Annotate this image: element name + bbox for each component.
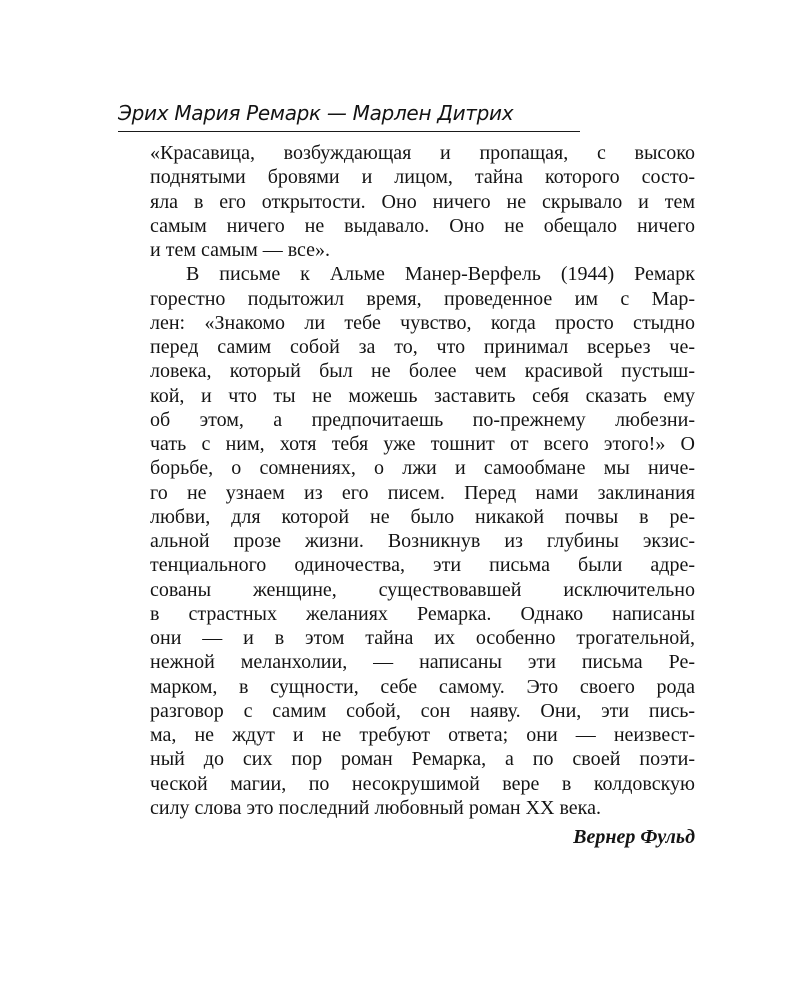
- text-line: любви, для которой не было никакой почвы в ре-: [150, 505, 695, 528]
- text-line: ловека, который был не более чем красивой пустыш-: [150, 360, 695, 383]
- text-line: кой, и что ты не можешь заставить себя сказать ему: [150, 384, 695, 407]
- text-line: горестно подытожил время, проведенное им с Мар-: [150, 287, 695, 310]
- text-line: го не узнаем из его писем. Перед нами заклинания: [150, 481, 695, 504]
- text-line: и тем самым — все».: [150, 239, 331, 261]
- text-line: альной прозе жизни. Возникнув из глубины экзис-: [150, 530, 695, 552]
- body-text: [150, 141, 695, 820]
- text-line: нежной меланхолии, — написаны эти письма Ре-: [150, 651, 695, 674]
- text-line: силу слова это последний любовный роман XX века.: [150, 796, 601, 819]
- text-line: ческой магии, по несокрушимой вере в колдовскую: [150, 772, 695, 795]
- text-line: ный до сих пор роман Ремарка, а по своей поэти-: [150, 748, 695, 771]
- text-line: марком, в сущности, себе самому. Это своего рода: [150, 675, 695, 698]
- text-line: чать с ним, хотя тебя уже тошнит от всего этого!» О: [150, 433, 695, 455]
- text-line: сованы женщине, существовавшей исключительно: [150, 578, 695, 601]
- text-line: яла в его открытости. Оно ничего не скрывало и тем: [150, 190, 695, 213]
- text-line: лен: «Знакомо ли тебе чувство, когда просто стыдно: [150, 311, 695, 334]
- text-line: разговор с самим собой, сон наяву. Они, эти пись-: [150, 699, 695, 722]
- text-line: в страстных желаниях Ремарка. Однако написаны: [150, 602, 695, 625]
- running-title: Эрих Мария Ремарк — Марлен Дитрих: [118, 101, 514, 125]
- text-line: борьбе, о сомнениях, о лжи и самообмане мы ниче-: [150, 457, 695, 480]
- text-line: самым ничего не выдавало. Оно не обещало ничего: [150, 214, 695, 237]
- text-line: об этом, а предпочитаешь по-прежнему любезни-: [150, 408, 695, 431]
- text-line: тенциального одиночества, эти письма были адре-: [150, 554, 695, 577]
- running-header: [118, 99, 580, 132]
- text-line: перед самим собой за то, что принимал всерьез че-: [150, 336, 695, 358]
- text-line: ма, не ждут и не требуют ответа; они — неизвест-: [150, 724, 695, 746]
- text-line: они — и в этом тайна их особенно трогательной,: [150, 627, 695, 649]
- author-signature: Вернер Фульд: [573, 826, 695, 848]
- text-line: поднятыми бровями и лицом, тайна которого состо-: [150, 166, 695, 189]
- text-line: В письме к Альме Манер-Верфель (1944) Ремарк: [186, 263, 695, 286]
- text-line: «Красавица, возбуждающая и пропащая, с высоко: [150, 142, 695, 164]
